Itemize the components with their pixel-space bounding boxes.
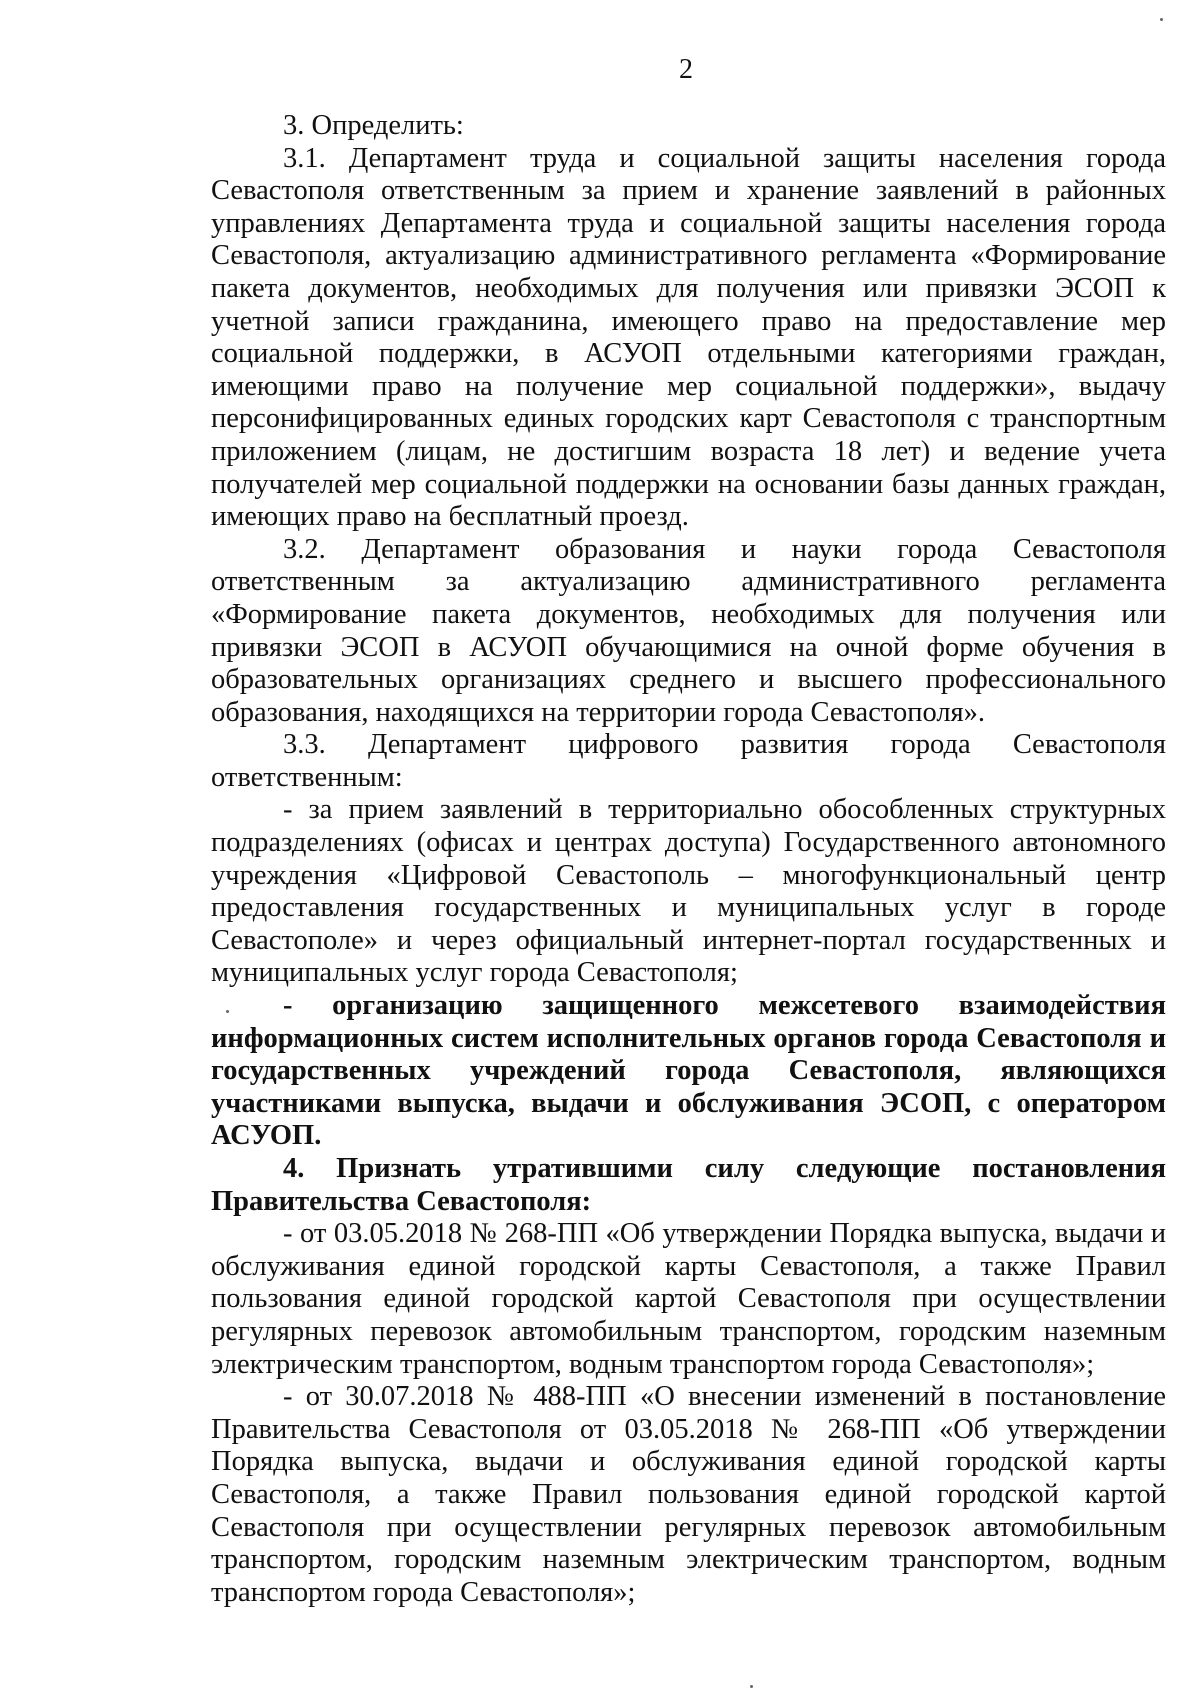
paragraph-4: 4. Признать утратившими силу следующие постановления Правительства Севастополя: [211, 1153, 1166, 1217]
paragraph-3-3: 3.3. Департамент цифрового развития города Севастополя ответственным: [211, 729, 1166, 793]
paragraph-3: 3. Определить: [283, 110, 464, 141]
paragraph-3-1: 3.1. Департамент труда и социальной защиты населения города Севастополя ответственным за прием и хранение заявлений в районных управлениях Департамента труда и социальной защиты населения города Севастополя, актуализацию административного регламента «Формирование пакета документов, необходимых для получения или привязки ЭСОП к учетной записи гражданина, имеющего право на предоставление мер социальной поддержки, в АСУОП отдельными категориями граждан, имеющими право на получение мер социальной поддержки», выдачу персонифицированных единых городских карт Севастополя с транспортным приложением (лицам, не достигшим возраста 18 лет) и ведение учета получателей мер социальной поддержки на основании базы данных граждан, имеющих право на бесплатный проезд. [211, 142, 1166, 533]
paragraph-4-item-a: - от 03.05.2018 № 268-ПП «Об утверждении Порядка выпуска, выдачи и обслуживания единой городской карты Севастополя, а также Правил пользования единой городской картой Севастополя при осуществлении регулярных перевозок автомобильным транспортом, городским наземным электрическим транспортом, водным транспортом города Севастополя»; [211, 1218, 1166, 1380]
paragraph-3-3-item-a: - за прием заявлений в территориально обособленных структурных подразделениях (офисах и центрах доступа) Государственного автономного учреждения «Цифровой Севастополь – многофункциональный центр предоставления государственных и муниципальных услуг в городе Севастополе» и через официальный интернет-портал государственных и муниципальных услуг города Севастополя; [211, 794, 1166, 989]
document-body [211, 110, 1166, 1609]
scan-speck [226, 1010, 229, 1013]
scan-speck [750, 1685, 753, 1688]
paragraph-3-2: 3.2. Департамент образования и науки города Севастополя ответственным за актуализацию административного регламента «Формирование пакета документов, необходимых для получения или привязки ЭСОП в АСУОП обучающимися на очной форме обучения в образовательных организациях среднего и высшего профессионального образования, находящихся на территории города Севастополя». [211, 533, 1166, 728]
scan-speck [1160, 18, 1163, 21]
paragraph-4-item-b: - от 30.07.2018 № 488-ПП «О внесении изменений в постановление Правительства Севастополя от 03.05.2018 № 268-ПП «Об утверждении Порядка выпуска, выдачи и обслуживания единой городской карты Севастополя, а также Правил пользования единой городской картой Севастополя при осуществлении регулярных перевозок автомобильным транспортом, городским наземным электрическим транспортом, водным транспортом города Севастополя»; [211, 1381, 1166, 1608]
page-number: 2 [679, 54, 693, 85]
paragraph-3-3-item-b: - организацию защищенного межсетевого взаимодействия информационных систем исполнительных органов города Севастополя и государственных учреждений города Севастополя, являющихся участниками выпуска, выдачи и обслуживания ЭСОП, с оператором АСУОП. [211, 990, 1166, 1152]
